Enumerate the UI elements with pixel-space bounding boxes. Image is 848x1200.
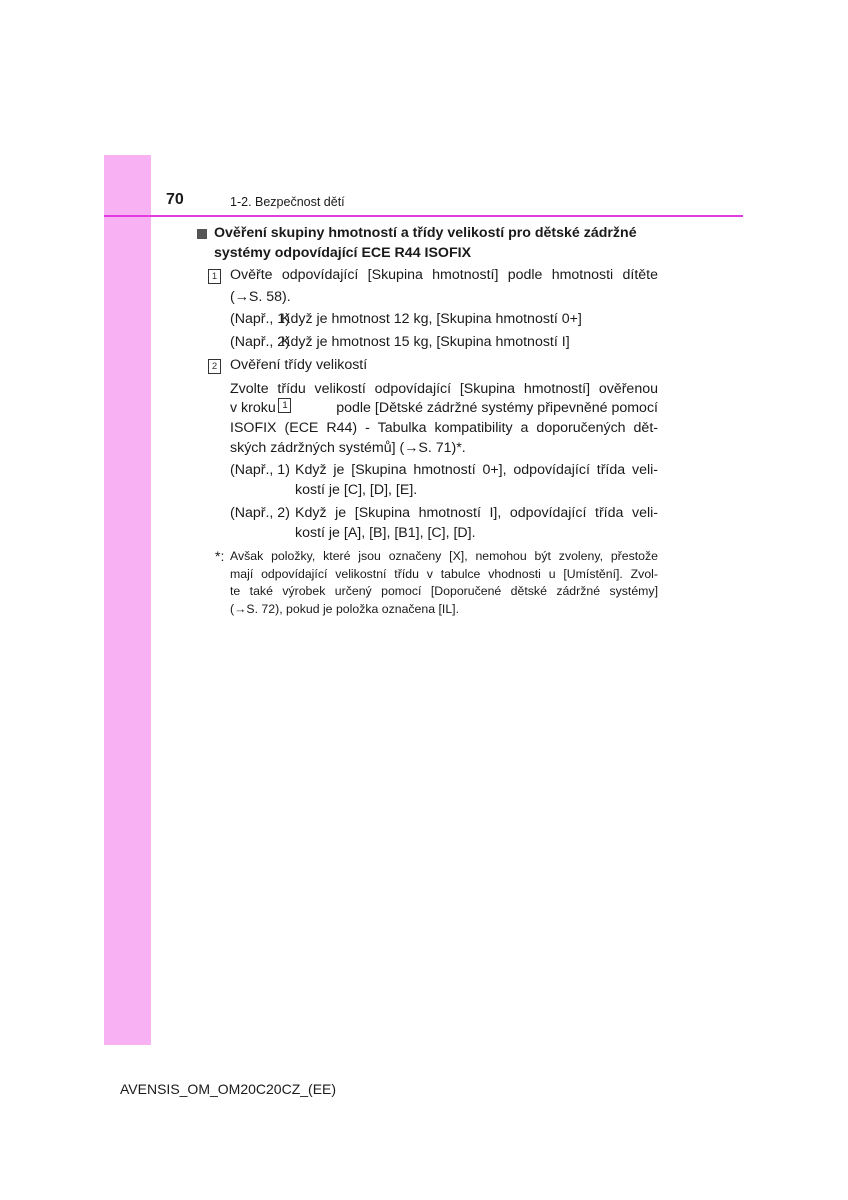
footnote-marker: *: <box>215 548 225 564</box>
step-2-example-1-label: (Např., 1) <box>230 462 290 478</box>
section-title: 1-2. Bezpečnost dětí <box>230 195 345 209</box>
step-2-example-1-line-2: kostí je [C], [D], [E]. <box>295 482 418 498</box>
step-1-example-1-text: Když je hmotnost 12 kg, [Skupina hmotností 0+] <box>281 311 582 327</box>
step-2-body-line-2-pre: v kroku <box>230 400 276 416</box>
step-2-example-1-line-1: Když je [Skupina hmotností 0+], odpovídající třída veli- <box>295 462 658 478</box>
footnote-text <box>230 548 658 618</box>
step-1-example-1-label: (Např., 1) <box>230 311 290 327</box>
footnote-line-2: mají odpovídající velikostní třídu v tabulce vhodnosti u [Umístění]. Zvol- <box>230 566 658 581</box>
heading-line-2: systémy odpovídající ECE R44 ISOFIX <box>214 245 472 261</box>
heading-line-1: Ověření skupiny hmotností a třídy velikostí pro dětské zádržné <box>214 225 637 241</box>
chapter-tab-bar <box>104 155 151 1045</box>
step-2-inline-step-ref: 1 <box>278 398 291 413</box>
footnote-line-3: te také výrobek určený pomocí [Doporučené dětské zádržné systémy] <box>230 584 658 598</box>
footnote-line-1: Avšak položky, které jsou označeny [X], nemohou být zvoleny, přestože <box>230 549 658 563</box>
step-2-body-line-2 <box>230 398 658 418</box>
step-1-number-box: 1 <box>208 269 221 284</box>
step-1-line-1: Ověřte odpovídající [Skupina hmotností] podle hmotnosti dítěte <box>230 267 658 283</box>
header-divider <box>104 215 743 217</box>
step-1-example-2-label: (Např., 2) <box>230 334 290 350</box>
step-2-body-line-1: Zvolte třídu velikostí odpovídající [Skupina hmotností] ověřenou <box>230 381 658 397</box>
step-2-body-line-4: ských zádržných systémů] (→S. 71)*. <box>230 440 466 456</box>
square-bullet-icon <box>197 229 207 239</box>
heading-text <box>214 223 659 263</box>
step-2-title: Ověření třídy velikostí <box>230 357 368 373</box>
page-number: 70 <box>166 191 184 208</box>
step-1-line-2: (→S. 58). <box>230 289 291 305</box>
step-2-example-2-line-2: kostí je [A], [B], [B1], [C], [D]. <box>295 525 476 541</box>
step-2-body-line-2-post: podle [Dětské zádržné systémy připevněné pomocí <box>336 400 658 416</box>
step-2-example-2-label: (Např., 2) <box>230 505 290 521</box>
step-2-body-line-3: ISOFIX (ECE R44) - Tabulka kompatibility a doporučených dět- <box>230 420 658 436</box>
document-code: AVENSIS_OM_OM20C20CZ_(EE) <box>120 1081 337 1097</box>
step-1-example-2-text: Když je hmotnost 15 kg, [Skupina hmotností I] <box>281 334 570 350</box>
step-2-example-2-line-1: Když je [Skupina hmotností I], odpovídající třída veli- <box>295 505 658 521</box>
step-2-number-box: 2 <box>208 359 221 374</box>
footnote-line-4: (→S. 72), pokud je položka označena [IL]. <box>230 601 459 616</box>
